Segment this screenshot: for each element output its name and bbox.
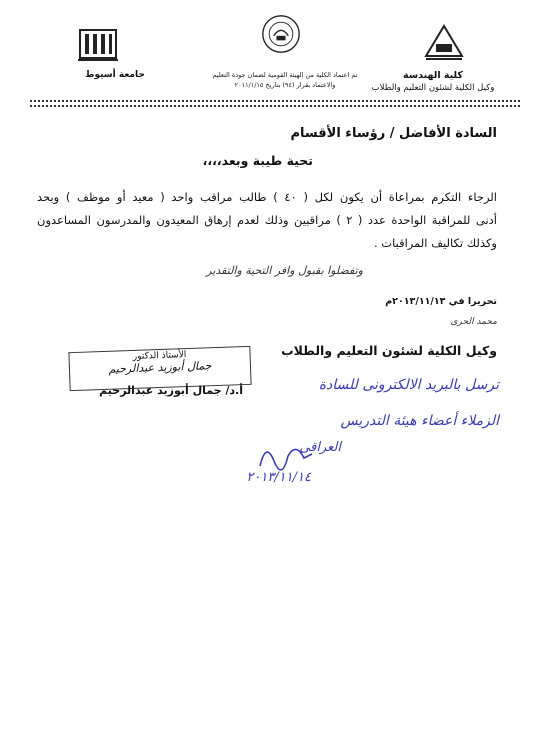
pen-scribble-icon [256, 436, 316, 476]
handwritten-signature: العراقى [299, 440, 341, 455]
salutation: السادة الأفاضل / رؤساء الأقسام [290, 126, 497, 141]
accreditation-line-2: والاعتماد بقرار (٩٤) بتاريخ ٢٠١١/١/١٥ [234, 81, 336, 89]
closing-phrase: وتفضلوا بقبول وافر التحية والتقدير [206, 264, 363, 277]
handwritten-note-line-1: ترسل بالبريد الالكترونى للسادة [318, 377, 499, 393]
issue-date: تحريرا في ٢٠١٣/١١/١٣م [385, 296, 497, 307]
signatory-title: وكيل الكلية لشئون التعليم والطلاب [281, 343, 497, 358]
body-line-1: الرجاء التكرم بمراعاة أن يكون لكل ( ٤٠ ) طالب مراقب واحد ( معيد أو موظف ) وبحد [37, 190, 497, 204]
greeting: تحية طيبة وبعد،،،، [202, 153, 313, 168]
handwritten-note-line-2: الزملاء أعضاء هيئة التدريس [340, 413, 499, 429]
header-divider-2 [30, 105, 520, 107]
vice-dean-office: وكيل الكلية لشئون التعليم والطلاب [371, 83, 495, 93]
stamp-line-2: جمال أبوزيد عبدالرحيم [108, 359, 212, 376]
accreditation-line-1: تم اعتماد الكلية من الهيئة القومية لضمان جودة التعليم [212, 71, 358, 79]
header-divider-1 [30, 100, 520, 102]
assiut-university-logo-icon [76, 24, 120, 64]
signatory-name: أ.د/ جمال أبوزيد عبدالرحيم [99, 384, 243, 397]
university-name: جامعة أسيوط [85, 70, 145, 80]
body-line-3: وكذلك تكاليف المراقبات . [373, 236, 497, 250]
accreditation-header [185, 70, 385, 90]
faculty-name: كلية الهندسة [403, 70, 463, 81]
body-line-2: أدنى للمراقبة الواحدة عدد ( ٢ ) مراقبين وذلك لعدم إرهاق المعيدون والمدرسون المساعدون [37, 213, 497, 227]
handwritten-date: ٢٠١٣/١١/١٤ [246, 470, 311, 485]
initials-signature: محمد الحرى [450, 317, 497, 327]
accreditation-seal-icon [259, 14, 303, 54]
engineering-logo-icon [422, 22, 466, 62]
stamp-line-1: الأستاذ الدكتور [132, 350, 187, 362]
